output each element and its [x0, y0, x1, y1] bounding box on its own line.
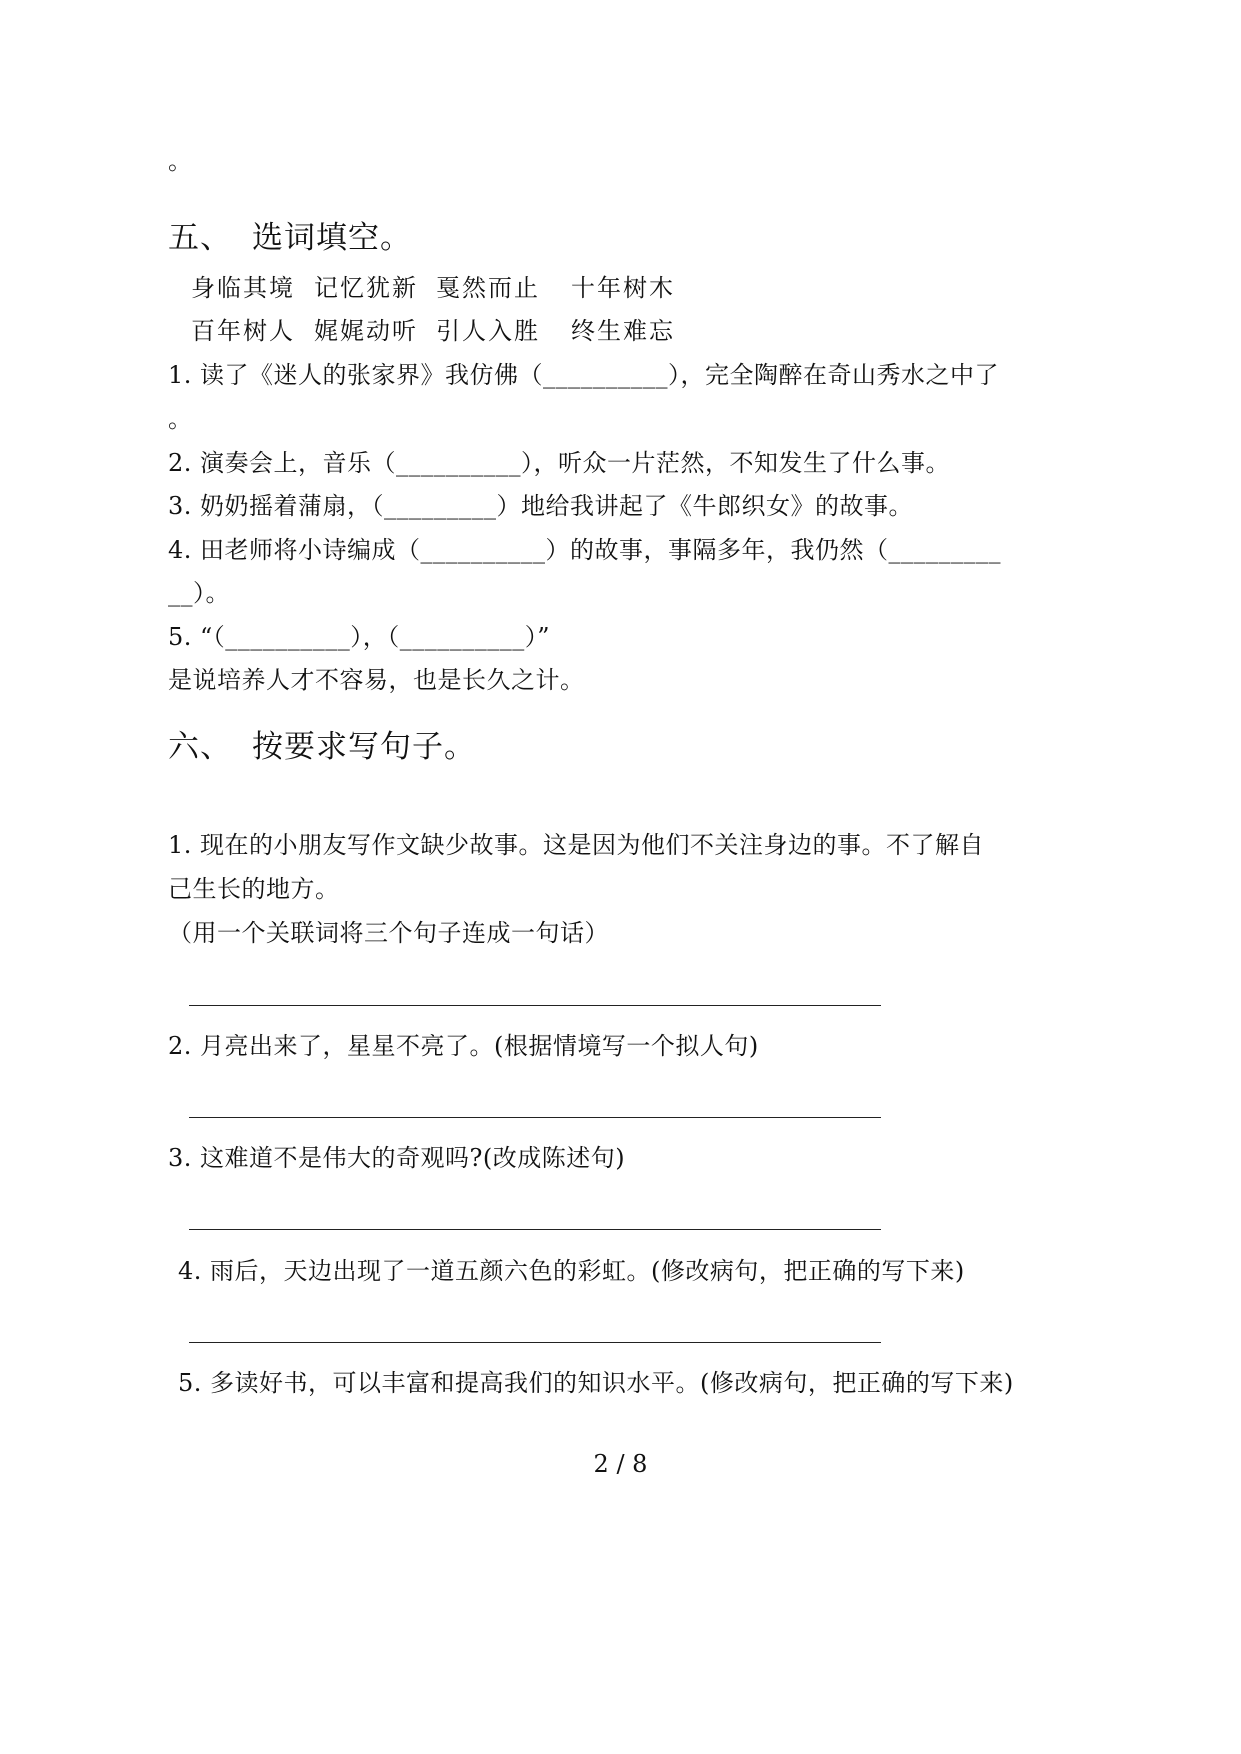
top-fragment: 。 [168, 147, 193, 175]
question-text: 己生长的地方。 [168, 875, 340, 903]
word-bank-item: 身临其境 [191, 274, 295, 302]
question-text: 是说培养人才不容易，也是长久之计。 [168, 666, 585, 694]
question-text: 4. 雨后，天边出现了一道五颜六色的彩虹。(修改病句，把正确的写下来) [178, 1257, 965, 1285]
question-text: 1. 现在的小朋友写作文缺少故事。这是因为他们不关注身边的事。不了解自 [168, 831, 985, 859]
word-bank-item: 百年树人 [191, 317, 295, 345]
question-text: 5. 多读好书，可以丰富和提高我们的知识水平。(修改病句，把正确的写下来) [178, 1369, 1014, 1397]
word-bank-item: 引人入胜 [436, 317, 540, 345]
question-text: 。 [168, 405, 193, 433]
answer-line[interactable] [189, 1117, 881, 1118]
question-text: 4. 田老师将小诗编成（__________）的故事，事隔多年，我仍然（_________ [168, 536, 1002, 564]
question-text: 5. “（__________），（__________）” [168, 623, 551, 651]
word-bank-item: 娓娓动听 [314, 317, 418, 345]
question-text: 1. 读了《迷人的张家界》我仿佛（__________），完全陶醉在奇山秀水之中了 [168, 361, 1000, 389]
section6-title: 按要求写句子。 [252, 729, 476, 765]
answer-line[interactable] [189, 1342, 881, 1343]
question-text: 2. 演奏会上，音乐（__________），听众一片茫然，不知发生了什么事。 [168, 449, 951, 477]
question-text: 3. 奶奶摇着蒲扇，（_________）地给我讲起了《牛郎织女》的故事。 [168, 492, 914, 520]
word-bank-item: 十年树木 [571, 274, 675, 302]
section5-heading [168, 219, 412, 257]
question-text: 2. 月亮出来了，星星不亮了。(根据情境写一个拟人句) [168, 1032, 759, 1060]
section6-heading [168, 728, 476, 766]
answer-line[interactable] [189, 1005, 881, 1006]
question-note: （用一个关联词将三个句子连成一句话） [168, 919, 609, 947]
word-bank-item: 戛然而止 [436, 274, 540, 302]
section5-title: 选词填空。 [252, 220, 412, 256]
question-text: __）。 [168, 579, 230, 607]
word-bank-item: 记忆犹新 [314, 274, 418, 302]
word-bank-item: 终生难忘 [571, 317, 675, 345]
page-number: 2 / 8 [593, 1450, 648, 1478]
section6-number: 六、 [168, 729, 232, 765]
section5-number: 五、 [168, 220, 232, 256]
question-text: 3. 这难道不是伟大的奇观吗?(改成陈述句) [168, 1144, 626, 1172]
answer-line[interactable] [189, 1229, 881, 1230]
